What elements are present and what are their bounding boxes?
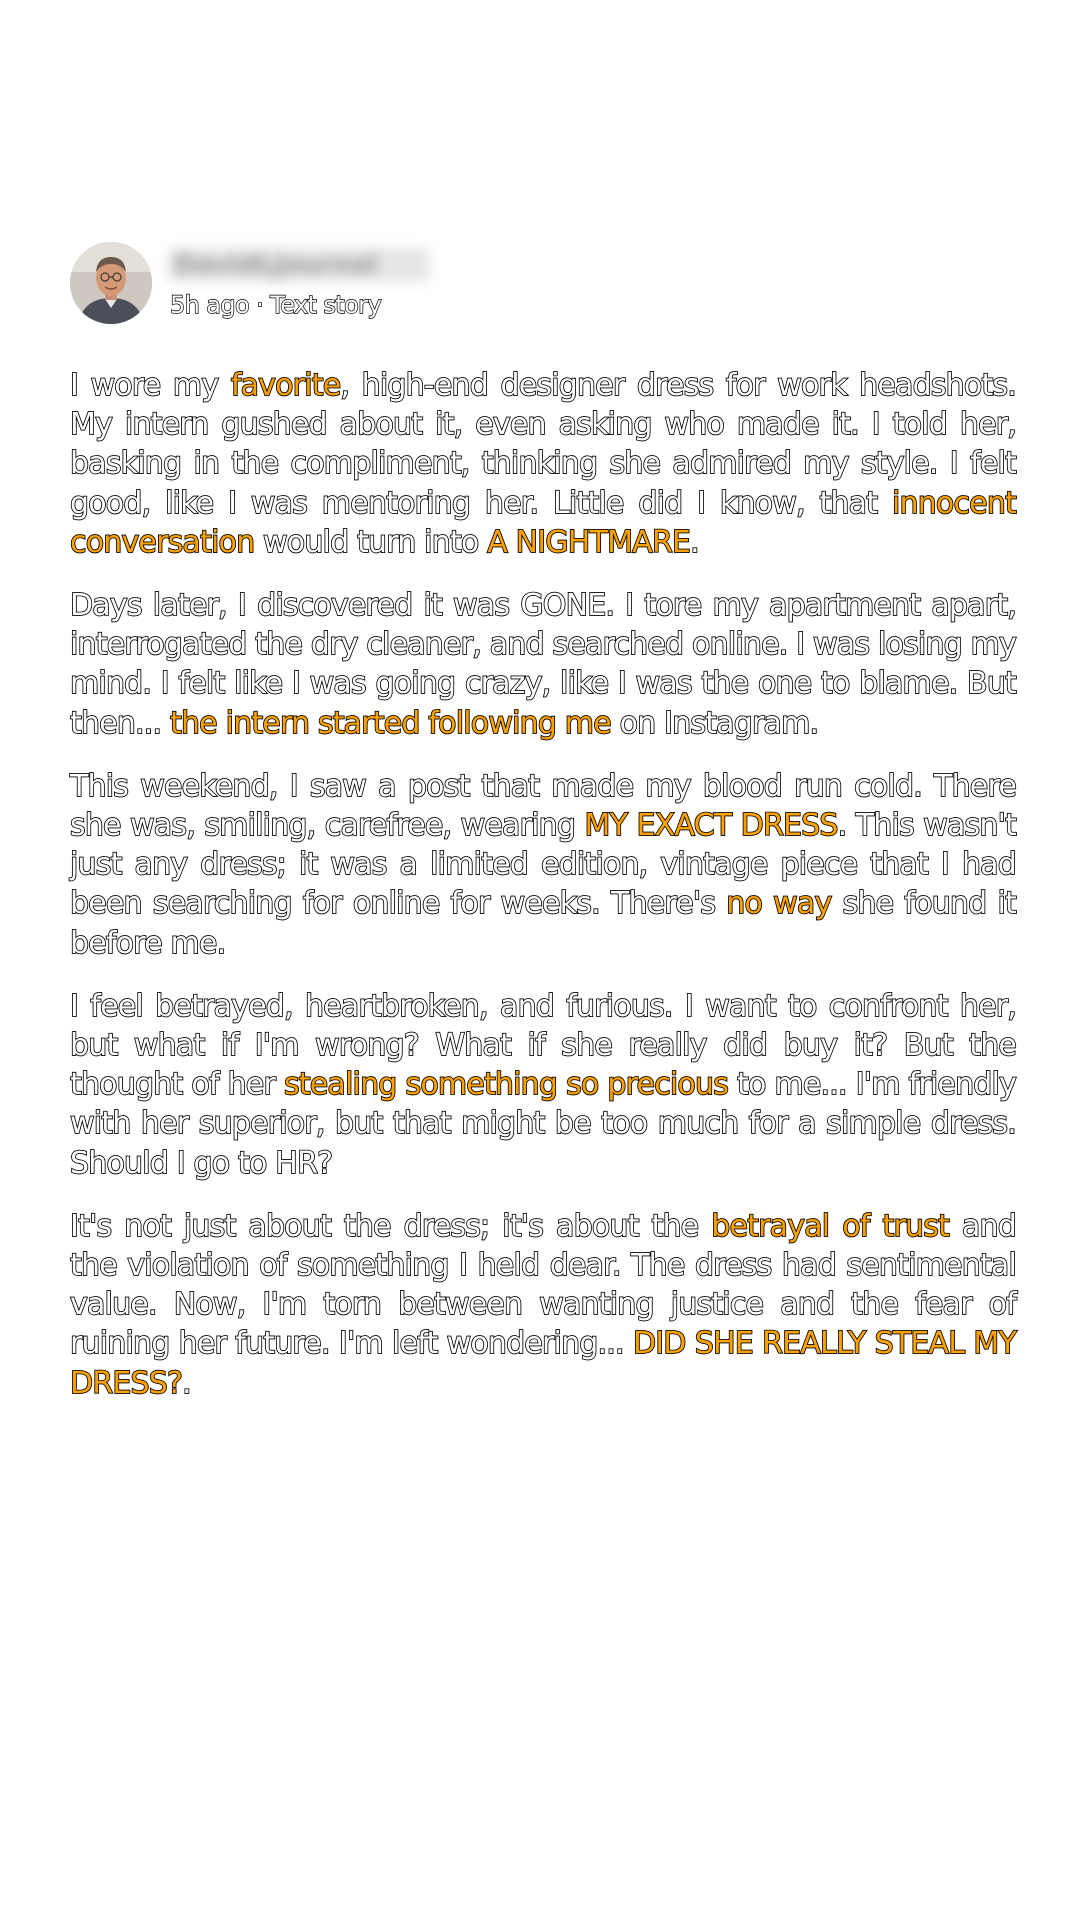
story-text-segment: , high-end designer dress for work headshots. My intern gushed about it, even asking who made it. I told her, basking in the compliment, thinking she admired my style. I felt good, like I was mentoring her. Little did I know, that [70,368,1016,521]
highlighted-phrase: betrayal of trust [711,1208,950,1244]
username[interactable]: DavidLJournal [168,248,430,282]
story-paragraph [70,586,1016,743]
story-text [70,366,1016,1427]
story-paragraph [70,767,1016,963]
story-text-segment: would turn into [254,524,488,560]
story-text-segment: Days later, I discovered it was GONE. I tore my apartment apart, interrogated the dry cleaner, and searched online. I was losing my mind. I felt like I was going crazy, like I was the one to blame. But then... [70,588,1016,741]
story-text-segment: and the violation of something I held dear. The dress had sentimental value. Now, I'm torn between wanting justice and the fear of ruining her future. I'm left wondering... [70,1208,1016,1362]
post-meta: 5h ago · Text story [170,291,382,319]
story-text-segment: I wore my [70,368,231,403]
avatar-photo [70,242,152,324]
highlighted-phrase: stealing something so precious [283,1067,729,1103]
story-text-segment: to me... I'm friendly with her superior, but that might be too much for a simple dress. Should I go to HR? [70,1067,1017,1181]
story-text-segment: . [690,524,699,560]
highlighted-phrase: A NIGHTMARE [487,524,691,560]
highlighted-phrase: no way [726,886,832,922]
story-text-segment: . This wasn't just any dress; it was a limited edition, vintage piece that I had been searching for online for weeks. There's [70,808,1017,922]
story-text-segment: It's not just about the dress; it's about the [70,1208,712,1244]
story-header [70,242,1010,326]
highlighted-phrase: DID SHE REALLY STEAL MY DRESS? [70,1326,1016,1401]
highlighted-phrase: favorite [230,368,341,403]
story-text-segment: on Instagram. [610,705,819,741]
story-text-segment: . [182,1365,191,1401]
story-text-segment: This weekend, I saw a post that made my blood run cold. There she was, smiling, carefree, wearing [70,768,1016,844]
story-paragraph [70,987,1016,1183]
story-text-segment: she found it before me. [70,886,1017,961]
story-text-segment: I feel betrayed, heartbroken, and furious. I want to confront her, but what if I'm wrong? What if she really did buy it? But the thought of her [70,988,1016,1103]
highlighted-phrase: MY EXACT DRESS [584,808,838,844]
highlighted-phrase: innocent conversation [70,485,1016,560]
avatar[interactable] [70,242,152,324]
story-paragraph [70,1207,1016,1403]
highlighted-phrase: the intern started following me [170,705,611,741]
story-paragraph [70,366,1016,562]
